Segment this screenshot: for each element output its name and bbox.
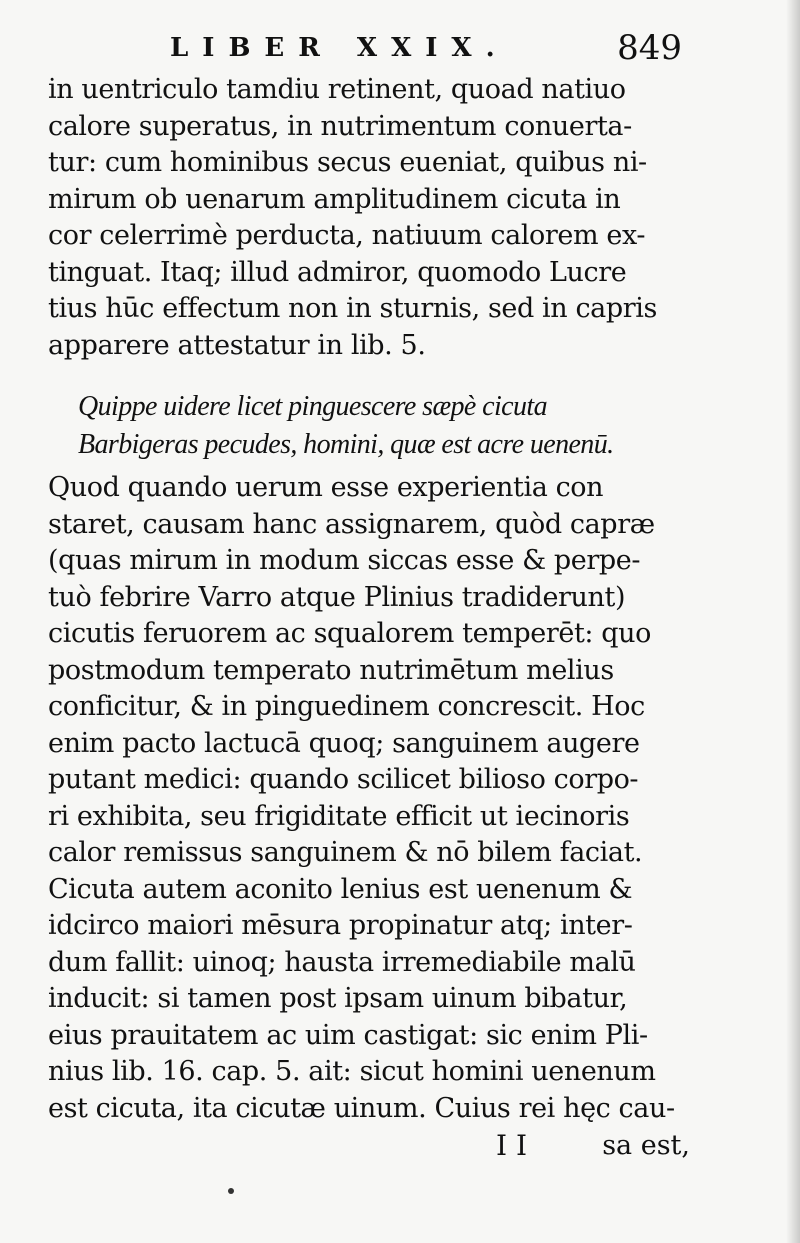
text-line: Quod quando uerum esse experientia con (48, 472, 604, 503)
text-line: staret, causam hanc assignarem, quòd capræ (48, 508, 655, 540)
text-line: (quas mirum in modum siccas esse & perpe- (48, 545, 641, 576)
text-line: tinguat. Itaq; illud admiror, quomodo Lucre (48, 256, 627, 288)
paragraph-1 (48, 72, 690, 364)
text-line: in uentriculo tamdiu retinent, quoad natiuo (48, 74, 626, 105)
running-head: LIBER XXIX. (170, 33, 509, 63)
text-line: tuò febrire Varro atque Plinius tradiderunt) (48, 581, 626, 613)
text-line: mirum ob uenarum amplitudinem cicuta in (48, 183, 621, 215)
page-number: 849 (617, 28, 682, 68)
text-line: idcirco maiori mēsura propinatur atq; inter- (48, 910, 633, 941)
text-line: nius lib. 16. cap. 5. ait: sicut homini uenenum (48, 1056, 656, 1087)
text-line: inducit: si tamen post ipsam uinum bibatur, (48, 983, 628, 1014)
text-line: cor celerrimè perducta, natiuum calorem ex- (48, 220, 646, 251)
signature-mark: I I (496, 1129, 528, 1162)
text-line: putant medici: quando scilicet bilioso corpo- (48, 764, 639, 795)
verse-line: Quippe uidere licet pinguescere sæpè cicuta (78, 391, 547, 422)
text-line: calor remissus sanguinem & nō bilem faciat. (48, 837, 643, 868)
catchword: sa est, (602, 1130, 690, 1161)
text-line: postmodum temperato nutrimētum melius (48, 654, 614, 686)
text-line: eius prauitatem ac uim castigat: sic enim Pli- (48, 1019, 648, 1051)
page-footer (48, 1128, 690, 1168)
paragraph-2 (48, 470, 690, 1127)
text-line: tur: cum hominibus secus eueniat, quibus ni- (48, 147, 647, 178)
text-line: Cicuta autem aconito lenius est uenenum & (48, 873, 633, 905)
text-line: tius hūc effectum non in sturnis, sed in capris (48, 293, 657, 324)
text-line: ri exhibita, seu frigiditate efficit ut iecinoris (48, 800, 630, 832)
text-line: enim pacto lactucā quoq; sanguinem augere (48, 727, 640, 759)
page-header (170, 28, 690, 68)
verse-quotation (78, 388, 678, 464)
text-line: cicutis feruorem ac squalorem temperēt: quo (48, 618, 652, 649)
ink-speck (228, 1188, 234, 1194)
text-line: calore superatus, in nutrimentum conuerta- (48, 110, 632, 142)
text-line: apparere attestatur in lib. 5. (48, 329, 426, 361)
page-edge-shadow (786, 0, 800, 1243)
text-line: est cicuta, ita cicutæ uinum. Cuius rei hęc cau- (48, 1092, 675, 1124)
text-line: dum fallit: uinoq; hausta irremediabile malū (48, 946, 636, 978)
text-line: conficitur, & in pinguedinem concrescit. Hoc (48, 691, 645, 722)
verse-line: Barbigeras pecudes, homini, quæ est acre uenenū. (78, 429, 614, 460)
